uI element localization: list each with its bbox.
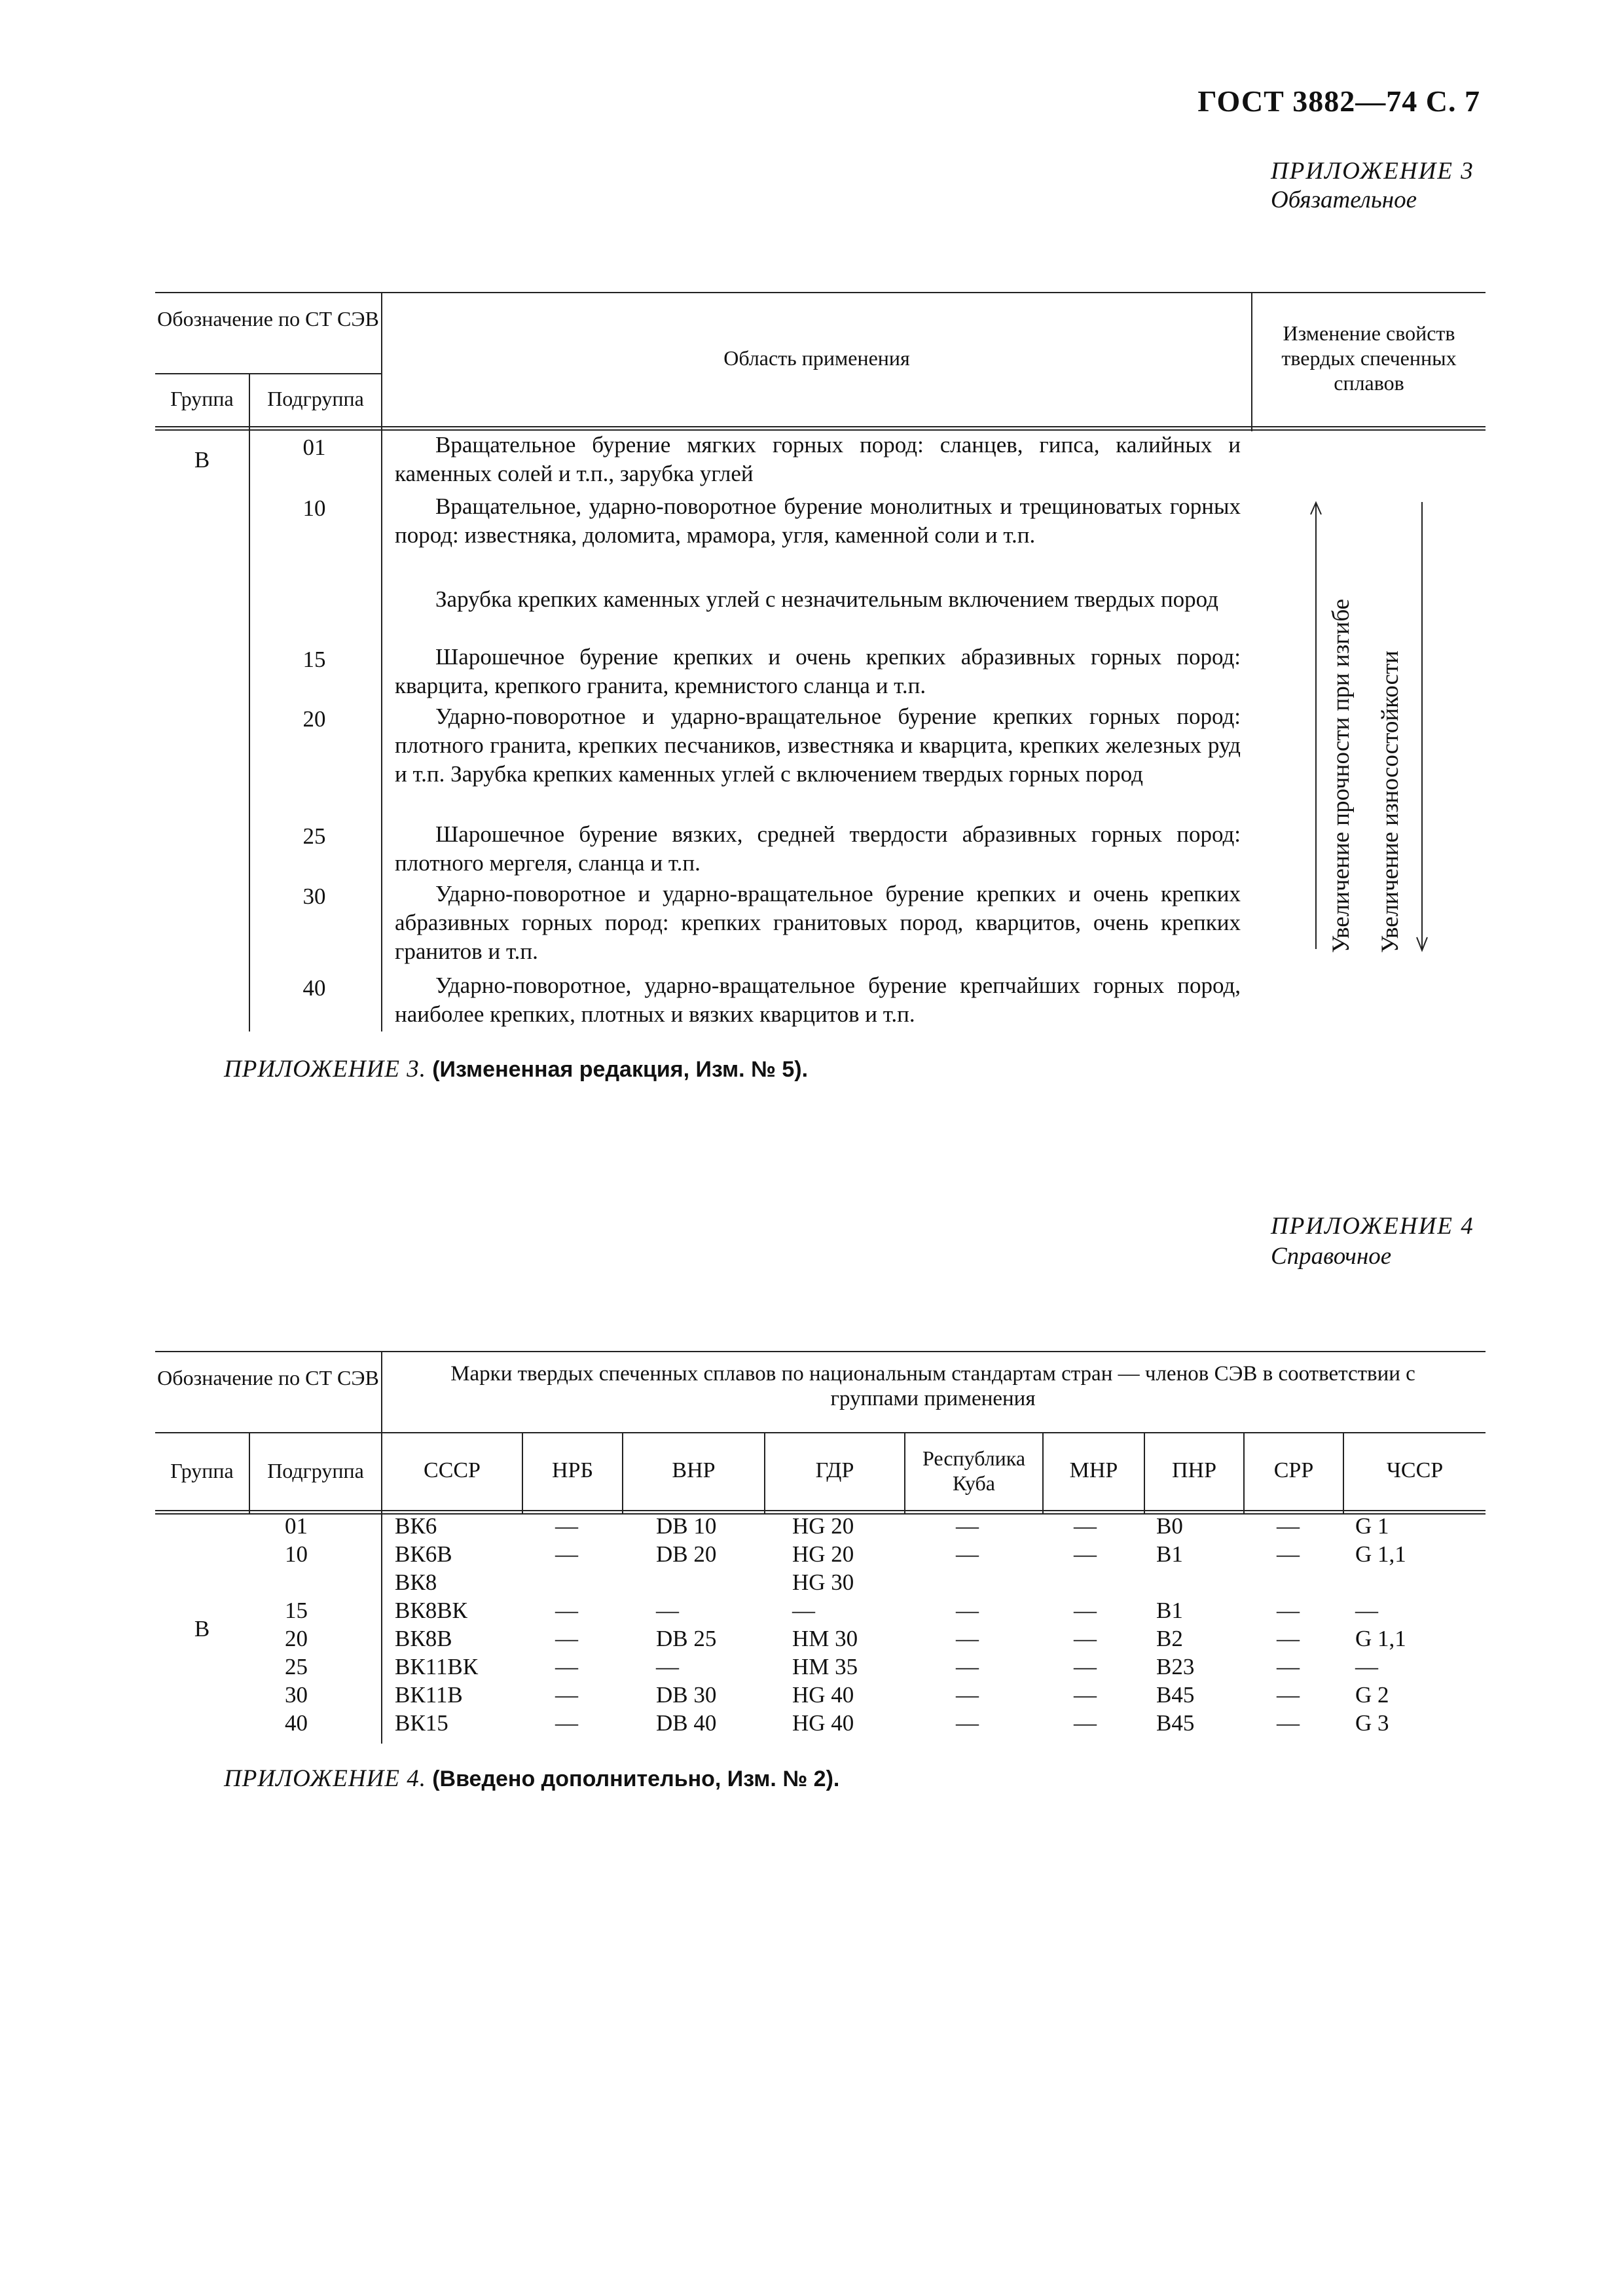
col-property-change-header: Изменение свойств твердых спеченных сплавов bbox=[1281, 321, 1457, 395]
grade-cell: — bbox=[1074, 1541, 1097, 1567]
col-subgroup-header: Подгруппа bbox=[267, 1459, 364, 1482]
grade-cell: B45 bbox=[1156, 1710, 1195, 1736]
subgroup-cell: 10 bbox=[302, 495, 326, 521]
grade-cell: DB 20 bbox=[656, 1541, 717, 1567]
grade-cell: — bbox=[555, 1541, 578, 1567]
subgroup-cell: 25 bbox=[285, 1654, 308, 1679]
group-value: В bbox=[194, 447, 210, 473]
grade-cell: — bbox=[1074, 1626, 1097, 1651]
col-country-chssr: ЧССР bbox=[1386, 1458, 1444, 1482]
strength-arrow-label: Увеличение прочности при изгибе bbox=[1328, 598, 1355, 953]
grade-cell: — bbox=[555, 1598, 578, 1623]
col-designation-header: Обозначение по СТ СЭВ bbox=[157, 307, 379, 331]
grade-cell: B2 bbox=[1156, 1626, 1183, 1651]
grade-cell: ВК8В bbox=[395, 1626, 452, 1651]
appendix-3-note bbox=[224, 1055, 808, 1083]
page-header: ГОСТ 3882—74 С. 7 bbox=[1197, 84, 1480, 118]
grade-cell: — bbox=[956, 1710, 979, 1736]
application-text: Вращательное бурение мягких горных пород: сланцев, гипса, калийных и каменных солей и т.п., зарубка углей bbox=[395, 432, 1241, 486]
grade-cell: — bbox=[956, 1682, 979, 1708]
grade-cell: ВК8ВК bbox=[395, 1598, 467, 1623]
grade-cell: B1 bbox=[1156, 1598, 1183, 1623]
appendix-3-subtitle: Обязательное bbox=[1271, 187, 1417, 213]
subgroup-cell: 20 bbox=[302, 706, 326, 732]
grade-cell: — bbox=[1355, 1598, 1378, 1623]
application-text: Ударно-поворотное и ударно-вращательное бурение крепких и очень крепких абразивных горных пород: крепких гранитовых пород, кварцитов, очень крепких гранитов и т.п. bbox=[395, 881, 1241, 964]
application-text: Вращательное, ударно-поворотное бурение монолитных и трещиноватых горных пород: известняка, доломита, мрамора, угля, каменной соли и т.п. bbox=[395, 493, 1241, 548]
grade-cell: — bbox=[555, 1682, 578, 1708]
grade-cell: ВК15 bbox=[395, 1710, 448, 1736]
grade-cell: — bbox=[1277, 1710, 1300, 1736]
col-subgroup-header: Подгруппа bbox=[267, 387, 364, 410]
grade-cell: — bbox=[1277, 1654, 1300, 1679]
appendix-4-note-ref: ПРИЛОЖЕНИЕ 4. bbox=[224, 1765, 426, 1792]
grade-cell: — bbox=[1074, 1654, 1097, 1679]
grade-cell: HG 40 bbox=[792, 1710, 854, 1736]
grade-cell: G 1,1 bbox=[1355, 1626, 1406, 1651]
col-country-cuba: Республика Куба bbox=[922, 1446, 1026, 1495]
grade-cell: — bbox=[956, 1541, 979, 1567]
grade-cell: — bbox=[555, 1513, 578, 1539]
grade-cell: — bbox=[1074, 1598, 1097, 1623]
grade-cell: — bbox=[1277, 1626, 1300, 1651]
grade-cell: — bbox=[956, 1513, 979, 1539]
grade-cell: — bbox=[555, 1654, 578, 1679]
grade-cell: — bbox=[956, 1626, 979, 1651]
arrow-down-icon bbox=[1409, 499, 1435, 957]
grade-cell: DB 25 bbox=[656, 1626, 717, 1651]
grade-cell: — bbox=[1074, 1710, 1097, 1736]
grade-cell: — bbox=[956, 1654, 979, 1679]
grade-cell: DB 30 bbox=[656, 1682, 717, 1708]
grade-cell: — bbox=[1074, 1513, 1097, 1539]
grade-cell: HG 40 bbox=[792, 1682, 854, 1708]
grade-cell: HG 20 bbox=[792, 1513, 854, 1539]
grade-cell: ВК8 bbox=[395, 1570, 437, 1595]
subgroup-cell: 30 bbox=[285, 1682, 308, 1708]
col-group-header: Группа bbox=[170, 1459, 234, 1482]
grade-cell: — bbox=[792, 1598, 815, 1623]
application-text: Ударно-поворотное, ударно-вращательное бурение крепчайших горных пород, наиболее крепких, плотных и вязких кварцитов и т.п. bbox=[395, 973, 1241, 1027]
appendix-4-subtitle: Справочное bbox=[1271, 1243, 1392, 1270]
application-text: Ударно-поворотное и ударно-вращательное бурение крепких горных пород: плотного гранита, крепких песчаников, известняка и кварцита, крепких железных руд и т.п. Зарубка крепких каменных углей с включением твердых горных пород bbox=[395, 704, 1241, 787]
grade-cell: — bbox=[1277, 1682, 1300, 1708]
subgroup-cell: 40 bbox=[285, 1710, 308, 1736]
grade-cell: — bbox=[956, 1598, 979, 1623]
appendix-4-note-text: (Введено дополнительно, Изм. № 2). bbox=[432, 1767, 840, 1791]
col-country-srr: СРР bbox=[1273, 1458, 1314, 1482]
appendix-3-note-ref: ПРИЛОЖЕНИЕ 3. bbox=[224, 1056, 426, 1083]
grade-cell: B0 bbox=[1156, 1513, 1183, 1539]
grade-cell: — bbox=[656, 1654, 679, 1679]
group-value: В bbox=[194, 1616, 210, 1641]
grade-cell: DB 10 bbox=[656, 1513, 717, 1539]
appendix-3-title: ПРИЛОЖЕНИЕ 3 bbox=[1271, 158, 1474, 185]
grade-cell: ВК11В bbox=[395, 1682, 463, 1708]
grade-cell: — bbox=[656, 1598, 679, 1623]
subgroup-cell: 30 bbox=[302, 884, 326, 909]
grade-cell: — bbox=[1277, 1541, 1300, 1567]
grade-cell: G 2 bbox=[1355, 1682, 1389, 1708]
col-country-gdr: ГДР bbox=[815, 1458, 854, 1482]
grade-cell: G 3 bbox=[1355, 1710, 1389, 1736]
grade-cell: — bbox=[1074, 1682, 1097, 1708]
subgroup-cell: 20 bbox=[285, 1626, 308, 1651]
col-country-vnr: ВНР bbox=[672, 1458, 716, 1482]
subgroup-cell: 40 bbox=[302, 975, 326, 1001]
grade-cell: DB 40 bbox=[656, 1710, 717, 1736]
subgroup-cell: 10 bbox=[285, 1541, 308, 1567]
grade-cell: — bbox=[1277, 1598, 1300, 1623]
grade-cell: HG 20 bbox=[792, 1541, 854, 1567]
col-grades-header: Марки твердых спеченных сплавов по национальным стандартам стран — членов СЭВ в соответствии с группами применения bbox=[450, 1362, 1415, 1410]
grade-cell: — bbox=[1277, 1513, 1300, 1539]
grade-cell: G 1 bbox=[1355, 1513, 1389, 1539]
grade-cell: HM 30 bbox=[792, 1626, 858, 1651]
grade-cell: G 1,1 bbox=[1355, 1541, 1406, 1567]
appendix-4-title: ПРИЛОЖЕНИЕ 4 bbox=[1271, 1213, 1474, 1240]
appendix-3-note-text: (Измененная редакция, Изм. № 5). bbox=[432, 1057, 809, 1082]
grade-cell: B1 bbox=[1156, 1541, 1183, 1567]
col-group-header: Группа bbox=[170, 387, 234, 410]
grade-cell: ВК6В bbox=[395, 1541, 452, 1567]
grade-cell: B45 bbox=[1156, 1682, 1195, 1708]
appendix-4-note bbox=[224, 1765, 839, 1793]
grade-cell: — bbox=[555, 1626, 578, 1651]
arrow-up-icon bbox=[1303, 497, 1329, 956]
grade-cell: ВК6 bbox=[395, 1513, 437, 1539]
subgroup-cell: 01 bbox=[302, 435, 326, 460]
application-text: Зарубка крепких каменных углей с незначительным включением твердых пород bbox=[435, 586, 1218, 612]
grade-cell: B23 bbox=[1156, 1654, 1195, 1679]
subgroup-cell: 25 bbox=[302, 823, 326, 849]
col-country-mnr: МНР bbox=[1069, 1458, 1118, 1482]
subgroup-cell: 15 bbox=[302, 647, 326, 672]
grade-cell: HG 30 bbox=[792, 1570, 854, 1595]
col-country-ussr: СССР bbox=[424, 1458, 481, 1482]
wear-arrow-label: Увеличение износостойкости bbox=[1377, 650, 1404, 953]
grade-cell: HM 35 bbox=[792, 1654, 858, 1679]
subgroup-cell: 01 bbox=[285, 1513, 308, 1539]
col-designation-header: Обозначение по СТ СЭВ bbox=[157, 1366, 379, 1390]
grade-cell: ВК11ВК bbox=[395, 1654, 479, 1679]
application-text: Шарошечное бурение вязких, средней твердости абразивных горных пород: плотного мергеля, сланца и т.п. bbox=[395, 821, 1241, 876]
grade-cell: — bbox=[555, 1710, 578, 1736]
grade-cell: — bbox=[1355, 1654, 1378, 1679]
col-country-nrb: НРБ bbox=[552, 1458, 593, 1482]
col-country-pnr: ПНР bbox=[1171, 1458, 1217, 1482]
subgroup-cell: 15 bbox=[285, 1598, 308, 1623]
application-text: Шарошечное бурение крепких и очень крепких абразивных горных пород: кварцита, крепкого гранита, кремнистого сланца и т.п. bbox=[395, 644, 1241, 698]
col-application-header: Область применения bbox=[723, 346, 910, 370]
